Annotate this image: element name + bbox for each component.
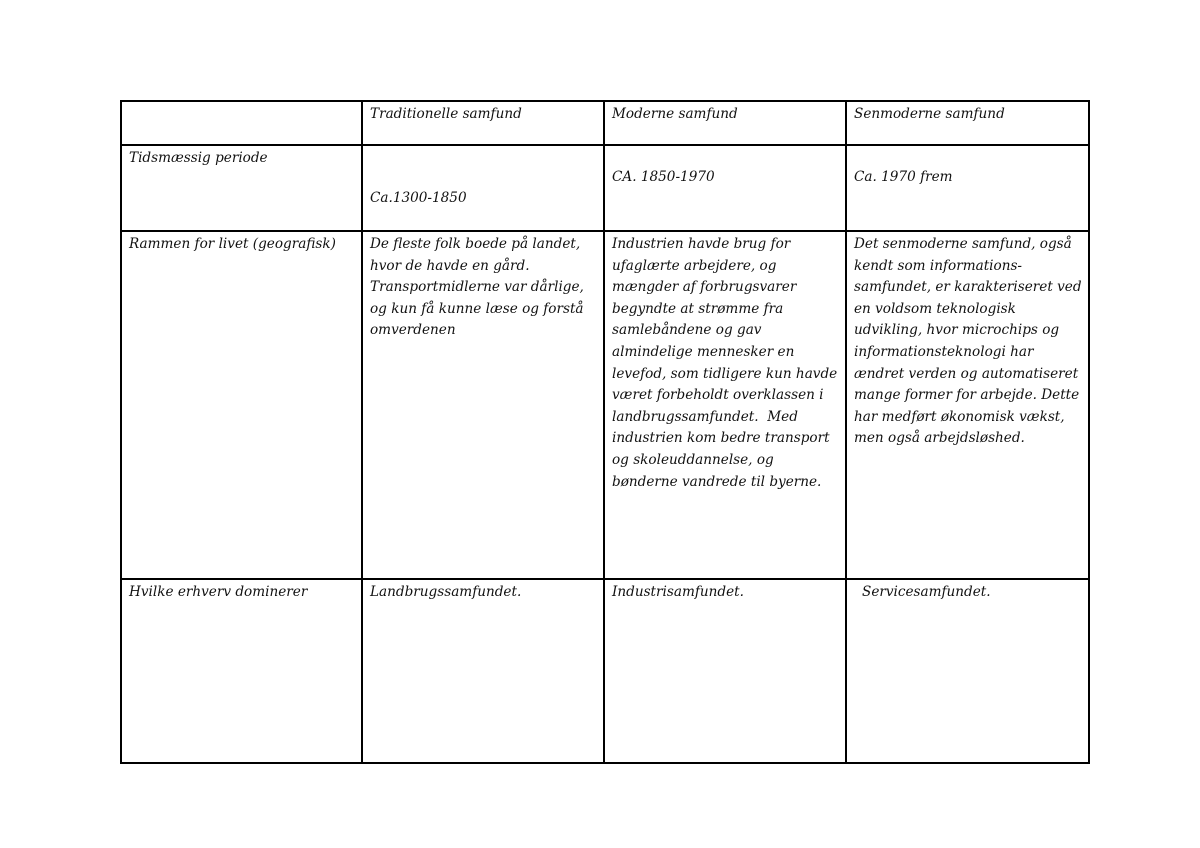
row-label-life-frame: Rammen for livet (geografisk): [121, 231, 362, 579]
header-cell-late-modern: Senmoderne samfund: [846, 101, 1089, 145]
cell-period-late-modern: Ca. 1970 frem: [846, 145, 1089, 231]
table-header-row: [121, 101, 1089, 145]
cell-frame-modern: Industrien havde brug for ufaglærte arbejdere, og mængder af forbrugsvarer begyndte at strømme fra samlebåndene og gav almindelige mennesker en levefod, som tidligere kun havde været forbeholdt overklassen i landbrugssamfundet. Med industrien kom bedre transport og skoleuddannelse, og bønderne vandrede til byerne.: [604, 231, 846, 579]
cell-period-traditional: Ca.1300-1850: [362, 145, 604, 231]
society-comparison-table: [120, 100, 1090, 764]
cell-trades-modern: Industrisamfundet.: [604, 579, 846, 763]
table-row-dominant-trades: [121, 579, 1089, 763]
cell-frame-late-modern: Det senmoderne samfund, også kendt som informations-samfundet, er karakteriseret ved en voldsom teknologisk udvikling, hvor microchips og informationsteknologi har ændret verden og automatiseret mange former for arbejde. Dette har medført økonomisk vækst, men også arbejdsløshed.: [846, 231, 1089, 579]
row-label-dominant-trades: Hvilke erhverv dominerer: [121, 579, 362, 763]
table-row-life-frame: [121, 231, 1089, 579]
cell-trades-traditional: Landbrugssamfundet.: [362, 579, 604, 763]
table-row-period: [121, 145, 1089, 231]
cell-period-modern: CA. 1850-1970: [604, 145, 846, 231]
header-cell-modern: Moderne samfund: [604, 101, 846, 145]
cell-trades-late-modern: Servicesamfundet.: [846, 579, 1089, 763]
header-cell-traditional: Traditionelle samfund: [362, 101, 604, 145]
header-cell-empty: [121, 101, 362, 145]
row-label-period: Tidsmæssig periode: [121, 145, 362, 231]
cell-frame-traditional: De fleste folk boede på landet, hvor de havde en gård. Transportmidlerne var dårlige, og kun få kunne læse og forstå omverdenen: [362, 231, 604, 579]
